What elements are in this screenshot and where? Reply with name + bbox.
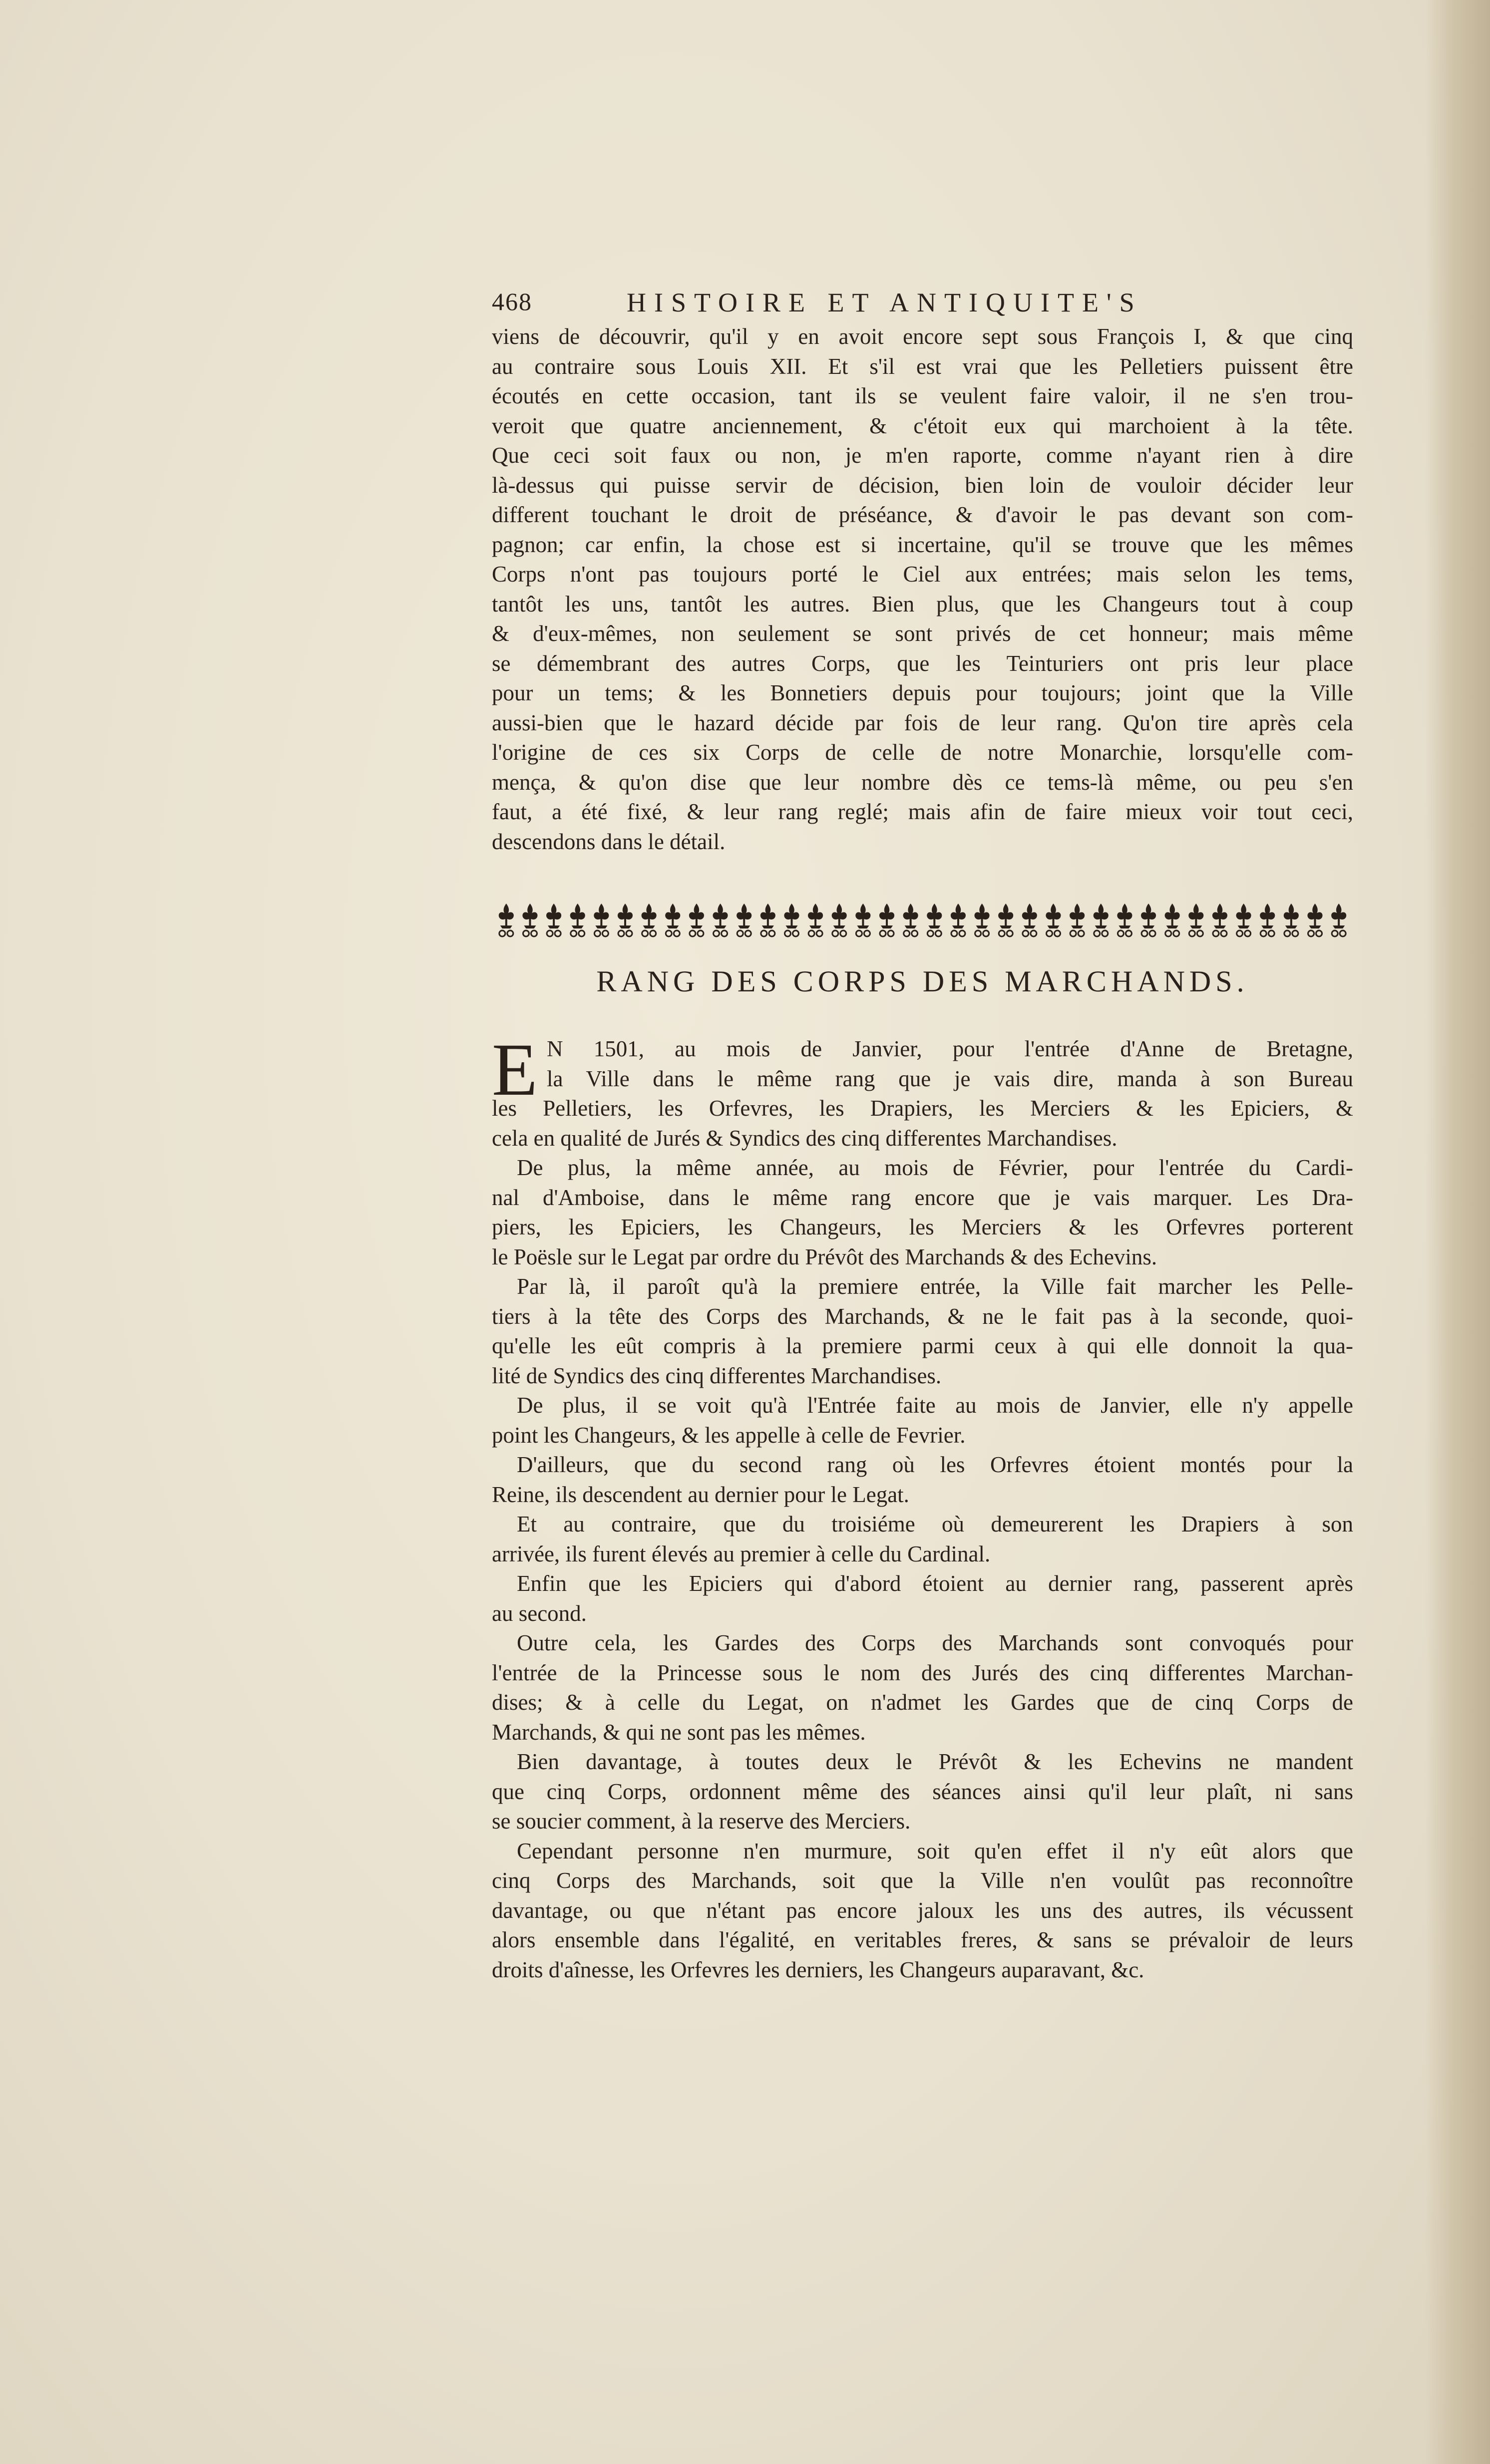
fleuron-icon	[1165, 904, 1180, 936]
text-line: Marchands, & qui ne sont pas les mêmes.	[492, 1719, 866, 1745]
fleuron-icon	[1284, 904, 1299, 936]
fleuron-icon	[1046, 904, 1061, 936]
fleuron-icon	[1260, 904, 1275, 936]
running-title: HISTOIRE ET ANTIQUITE'S	[627, 288, 1142, 317]
fleuron-icon	[522, 904, 537, 936]
text-line: au contraire sous Louis XII. Et s'il est vrai que les Pelletiers puissent être	[492, 353, 1353, 379]
text-line: veroit que quatre anciennement, & c'étoit eux qui marchoient à la tête.	[492, 413, 1353, 438]
text-line: arrivée, ils furent élevés au premier à celle du Cardinal.	[492, 1541, 991, 1566]
page-number: 468	[492, 288, 532, 315]
fleuron-icon	[1094, 904, 1109, 936]
fleuron-icon	[1117, 904, 1132, 936]
text-line: descendons dans le détail.	[492, 829, 726, 854]
fleuron-icon	[951, 904, 966, 936]
fleuron-icon	[499, 904, 514, 936]
fleuron-icon	[760, 904, 775, 936]
text-line: cela en qualité de Jurés & Syndics des cinq differentes Marchandises.	[492, 1125, 1118, 1151]
text-line: l'origine de ces six Corps de celle de notre Monarchie, lorsqu'elle com-	[492, 740, 1353, 765]
text-line: point les Changeurs, & les appelle à celle de Fevrier.	[492, 1422, 966, 1448]
fleuron-icon	[784, 904, 799, 936]
text-line: tiers à la tête des Corps des Marchands, & ne le fait pas à la seconde, quoi-	[492, 1303, 1353, 1329]
text-line: le Poësle sur le Legat par ordre du Prévôt des Marchands & des Echevins.	[492, 1244, 1157, 1269]
fleuron-icon	[1307, 904, 1322, 936]
text-line: Reine, ils descendent au dernier pour le Legat.	[492, 1482, 909, 1507]
text-line: les Pelletiers, les Orfevres, les Drapiers, les Merciers & les Epiciers, &	[492, 1096, 1353, 1121]
text-line: De plus, la même année, au mois de Février, pour l'entrée du Cardi-	[517, 1155, 1353, 1180]
text-line: faut, a été fixé, & leur rang reglé; mais afin de faire mieux voir tout ceci,	[492, 799, 1353, 824]
fleuron-icon	[1212, 904, 1227, 936]
text-line: & d'eux-mêmes, non seulement se sont privés de cet honneur; mais même	[492, 621, 1353, 646]
text-line: Outre cela, les Gardes des Corps des Marchands sont convoqués pour	[517, 1630, 1353, 1655]
text-line: la Ville dans le même rang que je vais dire, manda à son Bureau	[547, 1066, 1353, 1091]
text-line: Par là, il paroît qu'à la premiere entrée, la Ville fait marcher les Pelle-	[517, 1274, 1353, 1299]
fleuron-icon	[975, 904, 990, 936]
fleuron-icon	[665, 904, 680, 936]
text-line: nal d'Amboise, dans le même rang encore que je vais marquer. Les Dra-	[492, 1185, 1353, 1210]
fleuron-icon	[903, 904, 918, 936]
text-line: lité de Syndics des cinq differentes Marchandises.	[492, 1363, 942, 1388]
fleuron-icon	[855, 904, 870, 936]
text-line: Bien davantage, à toutes deux le Prévôt & les Echevins ne mandent	[517, 1749, 1353, 1774]
text-line: droits d'aînesse, les Orfevres les derniers, les Changeurs auparavant, &c.	[492, 1957, 1144, 1982]
text-line: Corps n'ont pas toujours porté le Ciel aux entrées; mais selon les tems,	[492, 562, 1353, 587]
fleuron-icon	[642, 904, 657, 936]
section-heading: RANG DES CORPS DES MARCHANDS.	[596, 965, 1249, 998]
text-line: se soucier comment, à la reserve des Merciers.	[492, 1809, 911, 1834]
fleuron-icon	[546, 904, 561, 936]
text-line: l'entrée de la Princesse sous le nom des Jurés des cinq differentes Marchan-	[492, 1660, 1353, 1685]
drop-cap-initial: E	[492, 1028, 538, 1111]
text-line: pour un tems; & les Bonnetiers depuis pour toujours; joint que la Ville	[492, 680, 1353, 705]
running-head	[492, 287, 1353, 322]
fleuron-icon	[1022, 904, 1037, 936]
text-line: pagnon; car enfin, la chose est si incertaine, qu'il se trouve que les mêmes	[492, 532, 1353, 557]
fleuron-icon	[1236, 904, 1251, 936]
fleuron-icon	[713, 904, 728, 936]
text-line: Cependant personne n'en murmure, soit qu'en effet il n'y eût alors que	[517, 1838, 1353, 1863]
fleuron-icon	[689, 904, 704, 936]
fleuron-icon	[1331, 904, 1346, 936]
text-line: mença, & qu'on dise que leur nombre dès ce tems-là même, ou peu s'en	[492, 769, 1353, 795]
text-line: là-dessus qui puisse servir de décision, bien loin de vouloir décider leur	[492, 472, 1353, 498]
page-edge-shadow	[1425, 0, 1490, 2464]
fleuron-icon	[832, 904, 847, 936]
fleuron-icon	[808, 904, 823, 936]
text-line: qu'elle les eût compris à la premiere parmi ceux à qui elle donnoit la qua-	[492, 1333, 1353, 1358]
fleuron-icon	[1141, 904, 1156, 936]
fleuron-icon	[927, 904, 942, 936]
text-line: viens de découvrir, qu'il y en avoit encore sept sous François I, & que cinq	[492, 324, 1353, 349]
text-line: N 1501, au mois de Janvier, pour l'entrée d'Anne de Bretagne,	[547, 1036, 1353, 1061]
text-line: piers, les Epiciers, les Changeurs, les Merciers & les Orfevres porterent	[492, 1215, 1353, 1239]
text-line: cinq Corps des Marchands, soit que la Ville n'en voulût pas reconnoître	[492, 1868, 1353, 1893]
text-line: se démembrant des autres Corps, que les Teinturiers ont pris leur place	[492, 650, 1353, 676]
fleuron-icon	[570, 904, 585, 936]
text-line: alors ensemble dans l'égalité, en veritables freres, & sans se prévaloir de leurs	[492, 1927, 1353, 1952]
text-line: different touchant le droit de préséance, & d'avoir le pas devant son com-	[492, 502, 1353, 527]
text-line: Que ceci soit faux ou non, je m'en raporte, comme n'ayant rien à dire	[492, 443, 1353, 468]
fleuron-icon	[1188, 904, 1203, 936]
text-line: Et au contraire, que du troisiéme où demeurerent les Drapiers à son	[517, 1512, 1353, 1537]
fleuron-icon	[998, 904, 1013, 936]
text-line: De plus, il se voit qu'à l'Entrée faite au mois de Janvier, elle n'y appelle	[517, 1393, 1353, 1418]
fleuron-icon	[1070, 904, 1085, 936]
fleuron-ornament-band	[494, 896, 1351, 946]
text-line: dises; & à celle du Legat, on n'admet les Gardes que de cinq Corps de	[492, 1690, 1353, 1715]
text-line: écoutés en cette occasion, tant ils se veulent faire valoir, il ne s'en trou-	[492, 383, 1353, 408]
main-text-block	[492, 1028, 1353, 1985]
text-line: Enfin que les Epiciers qui d'abord étoient au dernier rang, passerent après	[517, 1571, 1353, 1596]
intro-paragraph	[492, 322, 1353, 857]
fleuron-icon	[618, 904, 633, 936]
fleuron-icon	[594, 904, 609, 936]
text-line: davantage, ou que n'étant pas encore jaloux les uns des autres, ils vécussent	[492, 1897, 1353, 1923]
text-line: que cinq Corps, ordonnent même des séances ainsi qu'il leur plaît, ni sans	[492, 1779, 1353, 1804]
fleuron-icon	[737, 904, 751, 936]
text-line: tantôt les uns, tantôt les autres. Bien plus, que les Changeurs tout à coup	[492, 591, 1353, 616]
text-line: aussi-bien que le hazard décide par fois de leur rang. Qu'on tire après cela	[492, 710, 1353, 735]
text-line: D'ailleurs, que du second rang où les Orfevres étoient montés pour la	[517, 1452, 1353, 1477]
fleuron-icon	[879, 904, 894, 936]
text-line: au second.	[492, 1600, 587, 1626]
